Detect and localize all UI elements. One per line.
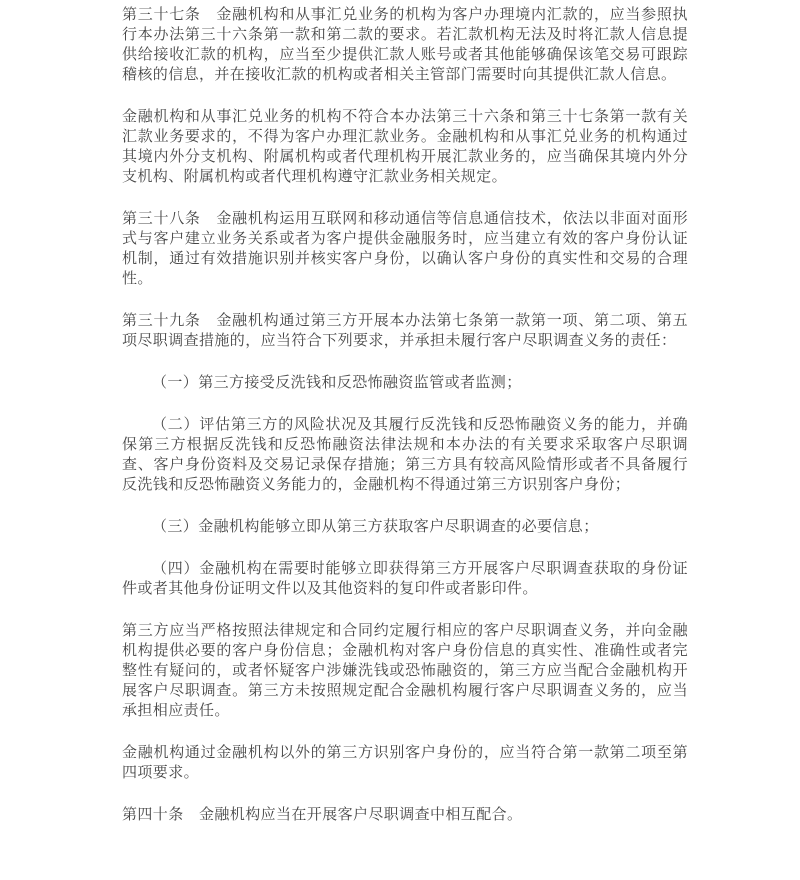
paragraph-article-37-p2: 金融机构和从事汇兑业务的机构不符合本办法第三十六条和第三十七条第一款有关汇款业务要求的，不得为客户办理汇款业务。金融机构和从事汇兑业务的机构通过其境内外分支机构、附属机构或者代理机构开展汇款业务的，应当确保其境内外分支机构、附属机构或者代理机构遵守汇款业务相关规定。 [122,109,688,185]
document-text-block [122,5,688,825]
paragraph-article-39-p3: 金融机构通过金融机构以外的第三方识别客户身份的，应当符合第一款第二项至第四项要求。 [122,745,688,781]
paragraph-article-39-item-1: （一）第三方接受反洗钱和反恐怖融资监管或者监测； [152,375,522,391]
paragraph-article-39-p2: 第三方应当严格按照法律规定和合同约定履行相应的客户尽职调查义务，并向金融机构提供必要的客户身份信息；金融机构对客户身份信息的真实性、准确性或者完整性有疑问的，或者怀疑客户涉嫌洗钱或恐怖融资的，第三方应当配合金融机构开展客户尽职调查。第三方未按照规定配合金融机构履行客户尽职调查义务的，应当承担相应责任。 [122,623,688,719]
paragraph-article-37-p1: 第三十七条 金融机构和从事汇兑业务的机构为客户办理境内汇款的，应当参照执行本办法第三十六条第一款和第二款的要求。若汇款机构无法及时将汇款人信息提供给接收汇款的机构，应当至少提供汇款人账号或者其他能够确保该笔交易可跟踪稽核的信息，并在接收汇款的机构或者相关主管部门需要时向其提供汇款人信息。 [122,7,688,83]
paragraph-article-39-intro: 第三十九条 金融机构通过第三方开展本办法第七条第一款第一项、第二项、第五项尽职调查措施的，应当符合下列要求，并承担未履行客户尽职调查义务的责任： [122,313,688,349]
paragraph-article-39-item-2: （二）评估第三方的风险状况及其履行反洗钱和反恐怖融资义务的能力，并确保第三方根据反洗钱和反恐怖融资法律法规和本办法的有关要求采取客户尽职调查、客户身份资料及交易记录保存措施；第三方具有较高风险情形或者不具备履行反洗钱和反恐怖融资义务能力的，金融机构不得通过第三方识别客户身份； [122,417,688,493]
paragraph-article-39-item-3: （三）金融机构能够立即从第三方获取客户尽职调查的必要信息； [152,519,599,535]
paragraph-article-40: 第四十条 金融机构应当在开展客户尽职调查中相互配合。 [122,807,523,823]
paragraph-article-39-item-4: （四）金融机构在需要时能够立即获得第三方开展客户尽职调查获取的身份证件或者其他身份证明文件以及其他资料的复印件或者影印件。 [122,561,688,597]
paragraph-article-38: 第三十八条 金融机构运用互联网和移动通信等信息通信技术，依法以非面对面形式与客户建立业务关系或者为客户提供金融服务时，应当建立有效的客户身份认证机制，通过有效措施识别并核实客户身份，以确认客户身份的真实性和交易的合理性。 [122,211,688,287]
